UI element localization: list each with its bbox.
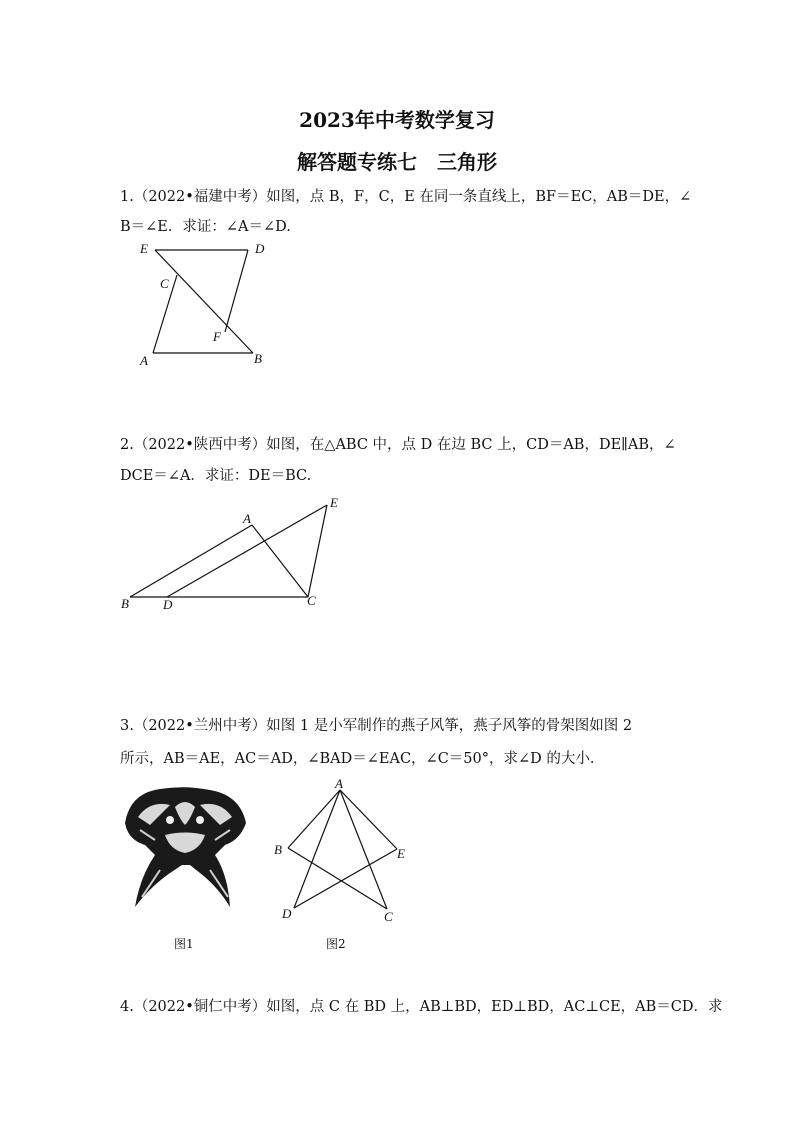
segment-AC <box>340 790 387 909</box>
question-2-line-1: 2.（2022•陕西中考）如图，在△ABC 中，点 D 在边 BC 上，CD＝AB，DE∥AB，∠ <box>120 437 676 453</box>
segment-AB <box>288 790 340 848</box>
kite-image <box>120 785 250 910</box>
kite-eye-left <box>166 816 174 824</box>
figure-2-caption: 图2 <box>326 937 346 951</box>
question-2-figure <box>115 490 355 615</box>
segment-ED <box>294 849 397 908</box>
label-D: D <box>163 597 173 612</box>
label-A: A <box>140 353 148 368</box>
label-C: C <box>160 276 169 291</box>
segment-AE <box>340 790 397 849</box>
question-1-line-1: 1.（2022•福建中考）如图，点 B，F，C，E 在同一条直线上，BF＝EC，AB＝DE，∠ <box>120 189 692 205</box>
segment-DF <box>225 250 248 332</box>
segment-BC <box>288 848 387 909</box>
segment-EC <box>308 505 327 597</box>
question-1-figure <box>120 235 280 375</box>
kite-eye-right <box>196 816 204 824</box>
label-D: D <box>255 241 265 256</box>
label-E: E <box>140 241 148 256</box>
label-C: C <box>307 593 316 608</box>
question-3-figure <box>270 778 415 928</box>
label-F: F <box>213 329 221 344</box>
label-B: B <box>121 596 129 611</box>
label-D: D <box>282 906 292 921</box>
segment-BA <box>130 525 252 597</box>
question-3-line-2: 所示，AB＝AE，AC＝AD，∠BAD＝∠EAC，∠C＝50°，求∠D 的大小. <box>120 751 595 767</box>
label-A: A <box>243 511 251 526</box>
figure-1-caption: 图1 <box>174 937 194 951</box>
segment-EB <box>155 250 253 353</box>
page-title: 2023年中考数学复习 <box>299 108 495 132</box>
question-3-line-1: 3.（2022•兰州中考）如图 1 是小军制作的燕子风筝，燕子风筝的骨架图如图 2 <box>120 718 633 734</box>
label-B: B <box>274 842 282 857</box>
label-E: E <box>397 846 405 861</box>
page-subtitle: 解答题专练七 三角形 <box>297 150 497 174</box>
label-B: B <box>254 351 262 366</box>
question-1-line-2: B＝∠E．求证：∠A＝∠D. <box>120 219 291 235</box>
question-4-line-1: 4.（2022•铜仁中考）如图，点 C 在 BD 上，AB⊥BD，ED⊥BD，AC⊥CE，AB＝CD．求 <box>120 999 723 1015</box>
label-E: E <box>330 495 338 510</box>
segment-AC <box>252 525 308 597</box>
question-2-line-2: DCE＝∠A．求证：DE＝BC. <box>120 468 312 484</box>
label-C: C <box>384 909 393 924</box>
label-A: A <box>335 776 343 791</box>
segment-AD <box>294 790 340 908</box>
